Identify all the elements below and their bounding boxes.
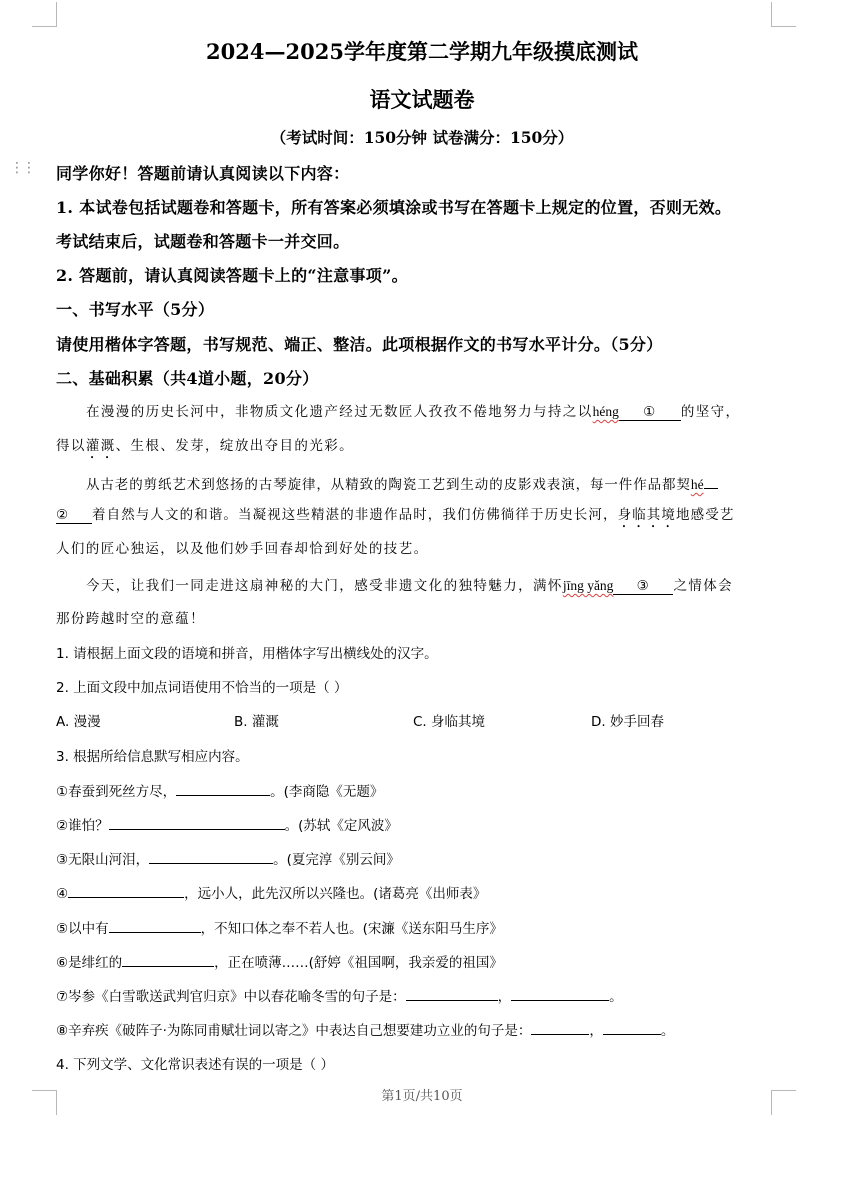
option-b[interactable]: B. 灌溉 [234,714,279,730]
section-1-heading: 一、书写水平（5分） [56,300,215,319]
dictation-item: ⑦岑参《白雪歌送武判官归京》中以春花喻冬雪的句子是： ， 。 [56,984,623,1005]
option-c[interactable]: C. 身临其境 [413,714,486,730]
section-1-desc: 请使用楷体字答题，书写规范、端正、整洁。此项根据作文的书写水平计分。（5分） [56,335,663,354]
exam-title: 2024—2025学年度第二学期九年级摸底测试 [206,39,638,64]
dictation-item: ⑧辛弃疾《破阵子·为陈同甫赋壮词以寄之》中表达自己想要建功立业的句子是： ， 。 [56,1018,674,1039]
item-text: ⑤以中有 [56,921,109,937]
passage-line [86,574,733,595]
dotted-word: 身临其境 [617,507,677,523]
item-source: 。(夏完淳《别云间》 [273,852,400,868]
answer-blank[interactable] [109,813,285,830]
answer-blank[interactable] [619,404,681,421]
question-2: 2. 上面文段中加点词语使用不恰当的一项是（ ） [56,680,348,696]
answer-blank[interactable] [68,881,184,898]
dictation-item [56,881,486,902]
dictation-item [56,847,400,868]
notice-item-1-cont: 考试结束后，试题卷和答题卡一并交回。 [56,232,350,251]
passage-line: 那份跨越时空的意蕴！ [56,611,205,627]
dictation-item [56,916,503,937]
pinyin: jīng yǎng [562,578,614,593]
option-a[interactable]: A. 漫漫 [56,714,101,730]
answer-blank[interactable] [704,472,718,489]
item-source: 。(李商隐《无题》 [270,784,384,800]
item-text: ⑧辛弃疾《破阵子·为陈同甫赋壮词以寄之》中表达自己想要建功立业的句子是： [56,1023,532,1039]
item-text: ④ [56,886,69,902]
passage-text: 得以 [56,438,86,454]
passage-line [86,472,718,493]
answer-blank[interactable] [613,578,673,595]
page-number: 第1页/共10页 [381,1089,463,1104]
question-1: 1. 请根据上面文段的语境和拼音，用楷体字写出横线处的汉字。 [56,646,438,662]
passage-text: 的坚守， [680,404,741,420]
blank-mark: ① [643,404,657,420]
item-text: ⑦岑参《白雪歌送武判官归京》中以春花喻冬雪的句子是： [56,989,406,1005]
dotted-word: 灌溉 [85,438,116,454]
item-text: ⑥是绯红的 [56,955,123,971]
passage-line [86,400,740,421]
section-2-heading: 二、基础积累（共4道小题，20分） [56,369,319,388]
passage-text: 在漫漫的历史长河中，非物质文化遗产经过无数匠人孜孜不倦地努力与持之以 [86,404,593,420]
item-text: ②谁怕？ [56,818,109,834]
subject-title: 语文试题卷 [369,87,475,112]
dictation-item [56,813,398,834]
answer-blank[interactable] [176,779,270,796]
question-3: 3. 根据所给信息默写相应内容。 [56,749,249,765]
blank-mark: ③ [636,578,651,594]
answer-blank[interactable] [56,507,92,524]
answer-blank[interactable] [122,950,214,967]
drag-handle-icon[interactable]: ⋮⋮ [10,160,34,176]
answer-blank[interactable] [406,984,498,1001]
passage-text: 从古老的剪纸艺术到悠扬的古琴旋律，从精致的陶瓷工艺到生动的皮影戏表演，每一件作品都契 [86,477,691,493]
passage-text: 着自然与人文的和谐。当凝视这些精湛的非遗作品时，我们仿佛徜徉于历史长河， [92,507,618,523]
notice-greeting: 同学你好！答题前请认真阅读以下内容： [56,164,350,183]
notice-item-2: 2. 答题前，请认真阅读答题卡上的“注意事项”。 [56,266,408,285]
passage-line [56,434,354,462]
answer-blank[interactable] [531,1018,589,1035]
passage-text: 今天，让我们一同走进这扇神秘的大门，感受非遗文化的独特魅力，满怀 [86,578,563,594]
answer-blank[interactable] [511,984,609,1001]
passage-line [56,503,734,531]
item-source: ，正在喷薄……(舒婷《祖国啊，我亲爱的祖国》 [214,955,503,971]
passage-text: 地感受艺 [676,507,735,523]
pinyin: héng [592,404,619,419]
answer-blank[interactable] [149,847,273,864]
answer-blank[interactable] [109,916,201,933]
crop-mark-top-right [771,2,796,27]
item-text: ③无限山河泪， [56,852,150,868]
pinyin: hé [690,477,704,492]
passage-line: 人们的匠心独运，以及他们妙手回春却恰到好处的技艺。 [56,541,429,557]
dictation-item [56,950,503,971]
question-4: 4. 下列文学、文化常识表述有误的一项是（ ） [56,1057,334,1073]
passage-text: 、生根、发芽，绽放出夺目的光彩。 [115,438,355,454]
dictation-item [56,779,383,800]
crop-mark-top-left [32,2,57,27]
exam-info: （考试时间：150分钟 试卷满分：150分） [270,128,574,147]
answer-blank[interactable] [603,1018,661,1035]
item-source: ，远小人，此先汉所以兴隆也。(诸葛亮《出师表》 [184,886,487,902]
passage-text: 之情体会 [673,578,734,594]
item-source: 。(苏轼《定风波》 [284,818,398,834]
notice-item-1: 1. 本试卷包括试题卷和答题卡，所有答案必须填涂或书写在答题卡上规定的位置，否则无效。 [56,198,732,217]
blank-mark: ② [56,507,70,523]
option-d[interactable]: D. 妙手回春 [591,714,664,730]
item-text: ①春蚕到死丝方尽， [56,784,177,800]
item-source: ，不知口体之奉不若人也。(宋濂《送东阳马生序》 [200,921,503,937]
